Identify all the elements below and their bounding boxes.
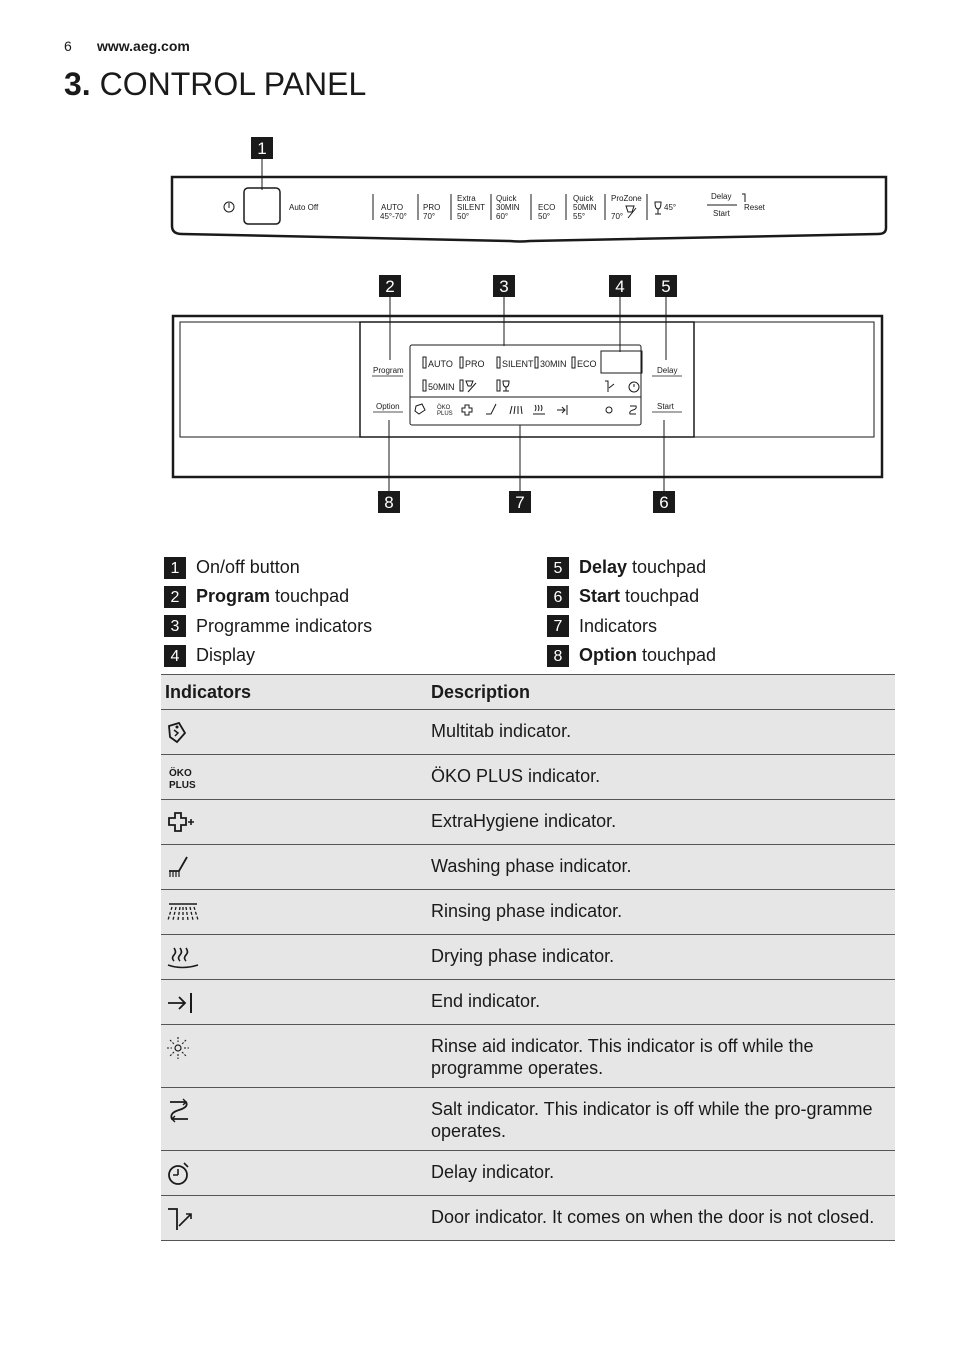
- auto-off-label: Auto Off: [289, 203, 319, 212]
- ind-pro: PRO: [465, 359, 485, 369]
- legend-bold: Start: [579, 586, 621, 607]
- ind-30min: 30MIN: [540, 359, 567, 369]
- prog-auto-label[interactable]: AUTO: [381, 203, 404, 212]
- svg-text:4: 4: [615, 277, 625, 296]
- legend-number: 3: [164, 615, 186, 637]
- svg-text:7: 7: [515, 493, 525, 512]
- table-row: [161, 710, 895, 755]
- desc-cell: Door indicator. It comes on when the door is not closed.: [427, 1196, 895, 1241]
- panel-extrahygiene-icon: [462, 405, 472, 415]
- desc-cell: Drying phase indicator.: [427, 935, 895, 980]
- legend-number: 6: [547, 586, 569, 608]
- legend-number: 5: [547, 557, 569, 579]
- top-delay-label[interactable]: Delay: [711, 192, 732, 201]
- panel-rinsing-icon: [510, 406, 522, 414]
- legend-item: [164, 641, 524, 670]
- table-row: [161, 935, 895, 980]
- prog-silent-temp: 50°: [457, 212, 470, 221]
- legend-text: On/off button: [196, 557, 300, 578]
- delay-button[interactable]: Delay: [657, 366, 678, 375]
- prog-auto-temp: 45°-70°: [380, 212, 407, 221]
- end-icon: [165, 990, 423, 1016]
- panel-multitab-icon: [415, 404, 425, 414]
- prog-prozone-temp: 70°: [611, 212, 624, 221]
- table-row: [161, 1196, 895, 1241]
- delay-icon: [165, 1161, 423, 1187]
- prog-pro-label[interactable]: PRO: [423, 203, 441, 212]
- legend-item: [547, 582, 907, 611]
- legend-text: touchpad: [627, 557, 707, 578]
- legend-text: Display: [196, 645, 256, 666]
- table-header-row: [161, 675, 895, 710]
- legend-text: touchpad: [270, 586, 350, 607]
- option-button[interactable]: Option: [376, 402, 400, 411]
- legend-item: [164, 553, 524, 582]
- top-start-label[interactable]: Start: [713, 209, 730, 218]
- svg-text:2: 2: [385, 277, 395, 296]
- table-row: [161, 800, 895, 845]
- callout-3: [493, 275, 515, 346]
- legend-column-right: [547, 553, 907, 670]
- svg-text:6: 6: [659, 493, 669, 512]
- panel-delay-icon: [629, 382, 639, 392]
- legend-number: 7: [547, 615, 569, 637]
- ind-prozone-icon: [466, 381, 476, 392]
- desc-cell: End indicator.: [427, 980, 895, 1025]
- program-button[interactable]: Program: [373, 366, 404, 375]
- prog-silent-label[interactable]: SILENT: [457, 203, 486, 212]
- prog-glass-temp[interactable]: 45°: [664, 203, 677, 212]
- callout-7: [509, 425, 531, 513]
- callout-8: [378, 420, 400, 513]
- prog-pro-temp: 70°: [423, 212, 436, 221]
- prog-50min-label[interactable]: 50MIN: [573, 203, 597, 212]
- table-row: [161, 980, 895, 1025]
- callout-6: [653, 420, 675, 513]
- prog-eco-label[interactable]: ECO: [538, 203, 556, 212]
- salt-icon: [165, 1098, 423, 1124]
- ind-silent: SILENT: [502, 359, 534, 369]
- legend-number: 8: [547, 645, 569, 667]
- desc-cell: Rinse aid indicator. This indicator is off while the programme operates.: [427, 1025, 895, 1088]
- callout-2: [379, 275, 401, 360]
- legend-number: 2: [164, 586, 186, 608]
- glass-icon: [655, 202, 661, 214]
- legend-text: Indicators: [579, 615, 658, 636]
- table-row: [161, 1151, 895, 1196]
- panel-oko-label: ÖKO: [437, 405, 451, 411]
- oko-text: ÖKO: [169, 768, 192, 779]
- top-panel: [172, 137, 886, 242]
- extrahygiene-icon: [165, 810, 423, 836]
- rinsing-phase-icon: [165, 900, 423, 926]
- washing-phase-icon: [165, 855, 423, 881]
- legend-bold: Delay: [579, 557, 628, 578]
- prog-prozone-label[interactable]: ProZone: [611, 194, 642, 203]
- on-off-button[interactable]: [244, 188, 280, 224]
- prog-quick30-label: Quick: [496, 194, 517, 203]
- ind-glass-icon: [503, 381, 509, 391]
- legend-number: 1: [164, 557, 186, 579]
- plus-text: PLUS: [169, 780, 196, 791]
- prog-30min-temp: 60°: [496, 212, 509, 221]
- legend-item: [547, 612, 907, 641]
- svg-text:5: 5: [661, 277, 671, 296]
- table-row: [161, 845, 895, 890]
- desc-cell: Delay indicator.: [427, 1151, 895, 1196]
- panel-door-icon: [605, 381, 614, 392]
- reset-label: Reset: [744, 203, 765, 212]
- ind-eco: ECO: [577, 359, 597, 369]
- multitab-icon: [165, 720, 423, 746]
- website-url[interactable]: www.aeg.com: [97, 38, 190, 54]
- section-number: 3.: [64, 66, 91, 102]
- svg-text:3: 3: [499, 277, 509, 296]
- page-number: 6: [64, 38, 72, 54]
- legend-item: [164, 612, 524, 641]
- control-panel-diagram: [0, 0, 954, 530]
- door-icon: [165, 1206, 423, 1232]
- table-row: [161, 1025, 895, 1088]
- table-row: [161, 890, 895, 935]
- desc-cell: Salt indicator. This indicator is off while the pro-gramme operates.: [427, 1088, 895, 1151]
- header-indicators: Indicators: [161, 675, 427, 710]
- legend-column-left: [164, 553, 524, 670]
- legend-item: [164, 582, 524, 611]
- indicators-table: [161, 674, 895, 1241]
- desc-cell: ExtraHygiene indicator.: [427, 800, 895, 845]
- table-row: [161, 1088, 895, 1151]
- legend-text: Programme indicators: [196, 615, 373, 636]
- desc-cell: ÖKO PLUS indicator.: [427, 755, 895, 800]
- desc-cell: Rinsing phase indicator.: [427, 890, 895, 935]
- callout-5: [655, 275, 677, 360]
- prog-extra-label: Extra: [457, 194, 476, 203]
- header-description: Description: [427, 675, 895, 710]
- legend-bold: Option: [579, 645, 637, 666]
- panel-salt-icon: [630, 406, 636, 414]
- callout-4: [609, 275, 631, 352]
- svg-text:8: 8: [384, 493, 394, 512]
- panel-end-icon: [557, 405, 567, 415]
- drying-phase-icon: [165, 945, 423, 971]
- desc-cell: Washing phase indicator.: [427, 845, 895, 890]
- oko-plus-icon: [165, 765, 423, 791]
- legend-text: touchpad: [620, 586, 700, 607]
- legend-item: [547, 553, 907, 582]
- desc-cell: Multitab indicator.: [427, 710, 895, 755]
- prozone-icon: [626, 206, 636, 218]
- callout-1-label: 1: [257, 139, 267, 158]
- prog-eco-temp: 50°: [538, 212, 551, 221]
- bottom-panel: [173, 275, 882, 513]
- table-row: [161, 755, 895, 800]
- ind-50min: 50MIN: [428, 382, 455, 392]
- panel-rinse-aid-icon: [606, 407, 612, 413]
- panel-washing-icon: [486, 404, 496, 414]
- legend-number: 4: [164, 645, 186, 667]
- panel-plus-label: PLUS: [437, 411, 453, 417]
- legend-item: [547, 641, 907, 670]
- legend-text: touchpad: [636, 645, 717, 666]
- prog-30min-label[interactable]: 30MIN: [496, 203, 520, 212]
- start-button[interactable]: Start: [657, 402, 674, 411]
- ind-auto: AUTO: [428, 359, 453, 369]
- legend-bold: Program: [196, 586, 271, 607]
- prog-50min-temp: 55°: [573, 212, 586, 221]
- rinse-aid-icon: [165, 1035, 423, 1061]
- section-title: CONTROL PANEL: [99, 66, 367, 102]
- display-screen: [601, 351, 642, 373]
- panel-drying-icon: [533, 405, 545, 414]
- prog-quick50-label: Quick: [573, 194, 594, 203]
